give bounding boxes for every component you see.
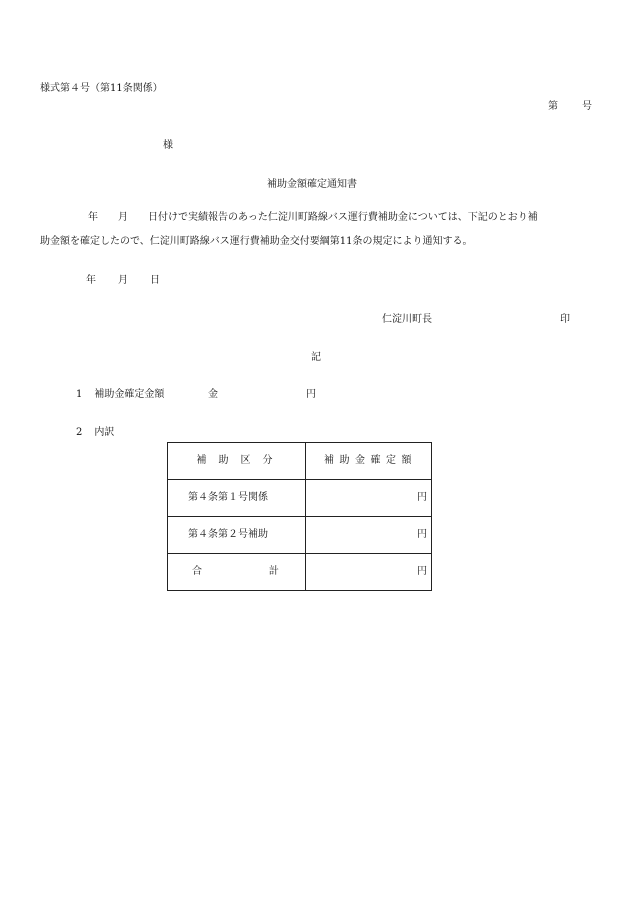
- recipient-suffix: 様: [163, 140, 173, 151]
- header-category: 補助区分: [168, 443, 306, 480]
- body-line-1: [40, 206, 600, 230]
- row-category: 第４条第１号関係: [168, 480, 306, 517]
- item-1-number: 1: [76, 389, 83, 400]
- ki-heading: 記: [311, 352, 321, 363]
- issuer-name: 仁淀川町長: [382, 314, 432, 325]
- table-row: [168, 480, 432, 517]
- total-amount: 円: [305, 554, 431, 591]
- row-category: 第４条第２号補助: [168, 517, 306, 554]
- row-amount: 円: [305, 517, 431, 554]
- body-paragraph: [40, 206, 600, 254]
- total-label-right: 計: [268, 566, 279, 577]
- total-label-left: 合: [192, 566, 202, 577]
- body-year: 年: [88, 212, 98, 223]
- form-label: 様式第４号（第11条関係）: [40, 83, 163, 94]
- table-row: [168, 517, 432, 554]
- table-total-row: [168, 554, 432, 591]
- row-amount: 円: [305, 480, 431, 517]
- document-number: [548, 102, 592, 112]
- date-day: 日: [150, 275, 160, 286]
- doc-no-suffix: 号: [582, 101, 592, 112]
- issue-date: [86, 276, 160, 286]
- item-2: [76, 428, 114, 438]
- body-line-2: 助金額を確定したので、仁淀川町路線バス運行費補助金交付要綱第11条の規定により通知する。: [40, 236, 473, 247]
- body-month: 月: [118, 212, 128, 223]
- doc-no-prefix: 第: [548, 101, 558, 112]
- document-title: 補助金額確定通知書: [267, 179, 357, 190]
- item-2-label: 内訳: [94, 427, 115, 438]
- item-1-unit: 円: [306, 389, 316, 400]
- item-1-label: 補助金確定金額: [94, 389, 165, 400]
- item-1: [76, 390, 164, 400]
- breakdown-table: [167, 442, 432, 591]
- item-2-number: 2: [76, 427, 83, 438]
- date-year: 年: [86, 275, 96, 286]
- table-header-row: [168, 443, 432, 480]
- header-amount: 補助金確定額: [305, 443, 431, 480]
- total-label: [168, 554, 306, 591]
- seal-mark: 印: [560, 314, 570, 325]
- item-1-prefix: 金: [208, 389, 218, 400]
- body-line-1-text: 日付けで実績報告のあった仁淀川町路線バス運行費補助金については、下記のとおり補: [148, 212, 538, 223]
- date-month: 月: [118, 275, 128, 286]
